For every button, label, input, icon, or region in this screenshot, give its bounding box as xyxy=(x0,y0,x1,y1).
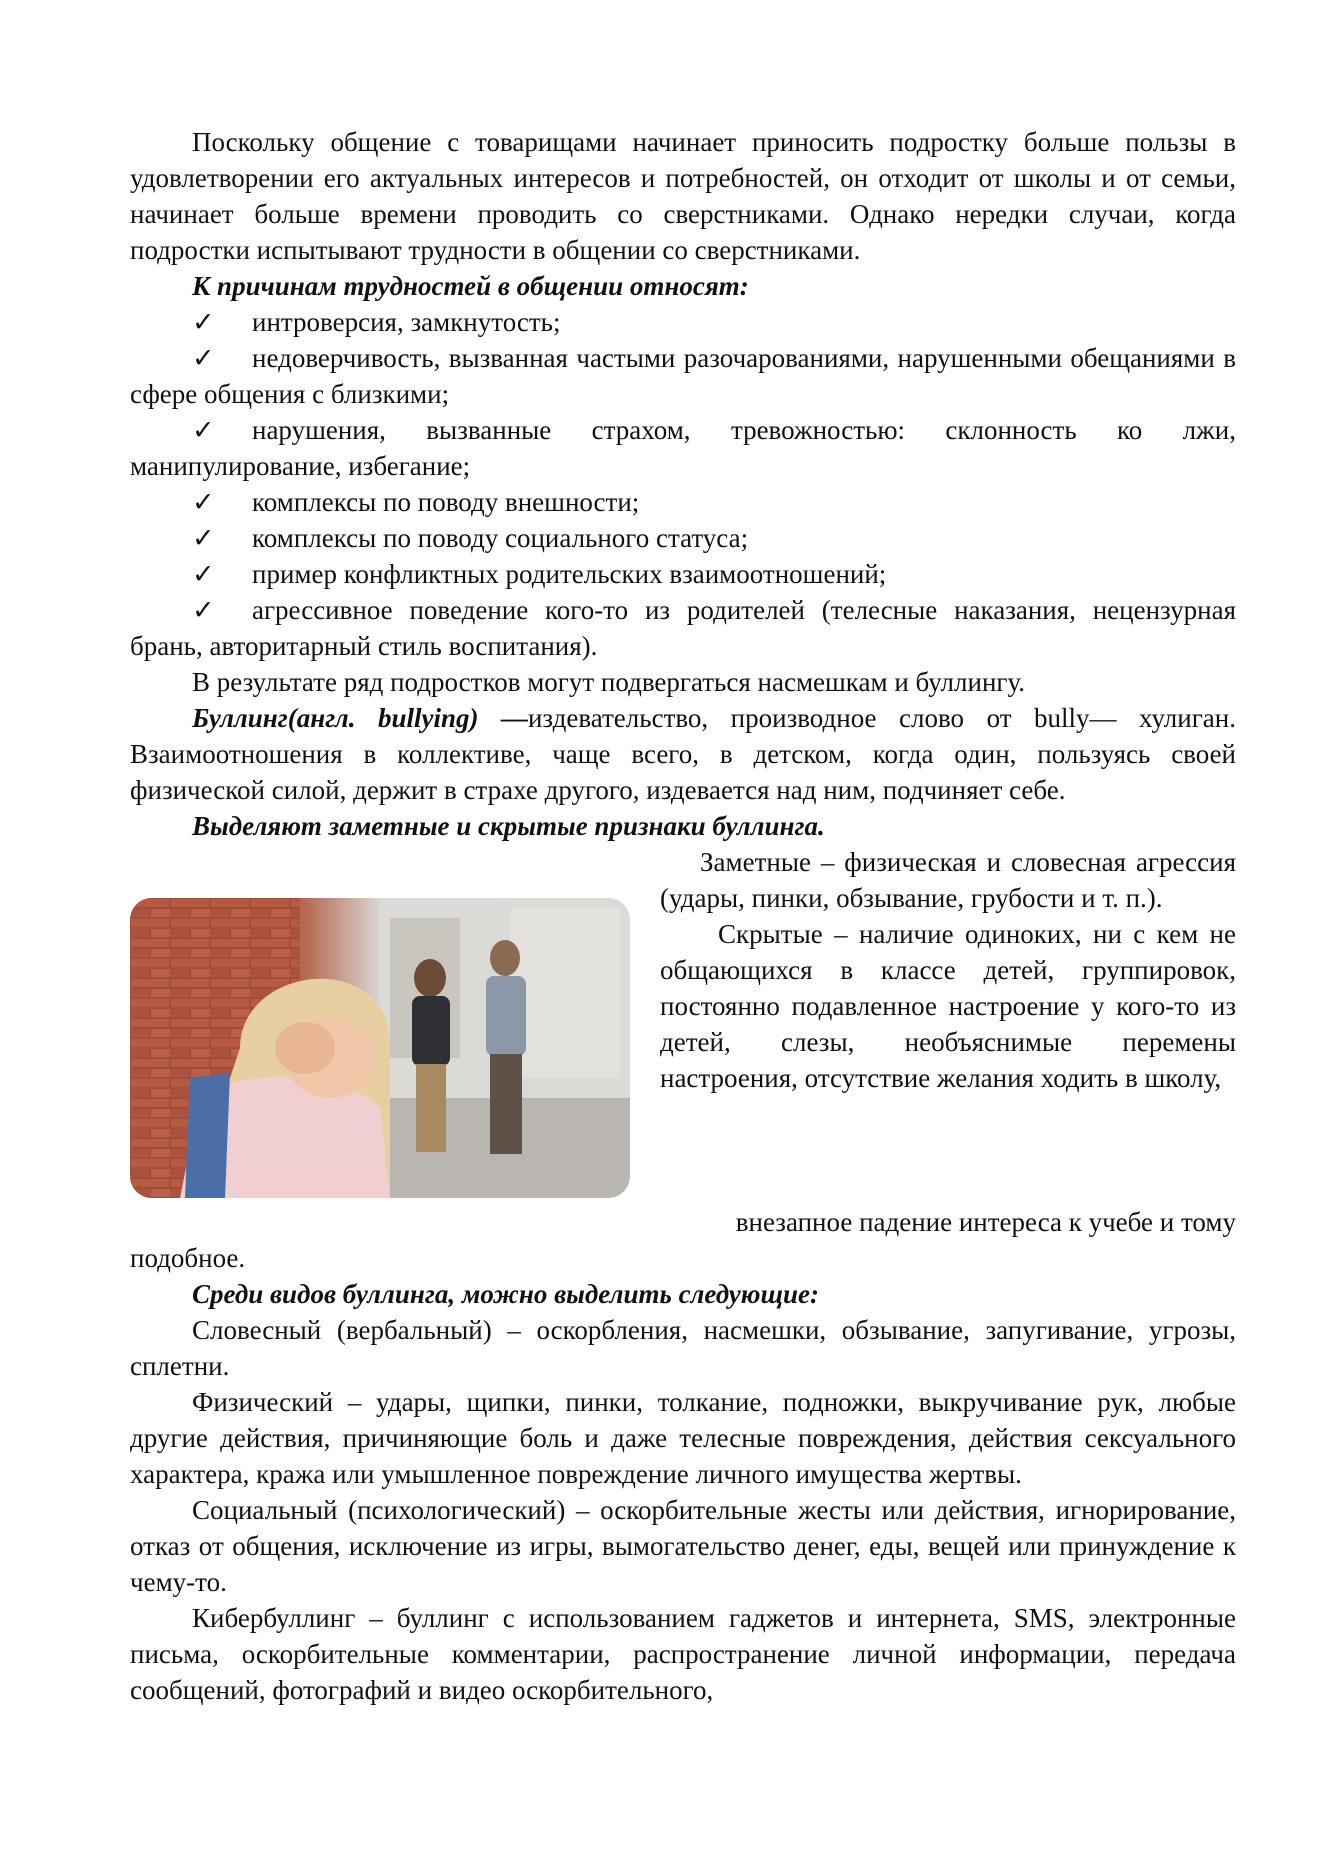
bullying-photo xyxy=(130,898,630,1198)
hidden-signs: Скрытые – наличие одиноких, ни с кем не общающихся в классе детей, группировок, постоянно подавленное настроение у кого-то из детей, слезы, необъяснимые перемены настроения, отсутствие желания ходить в школу, xyxy=(660,919,1236,1093)
list-item: ✓ интроверсия, замкнутость; xyxy=(130,304,1236,340)
checkmark-icon: ✓ xyxy=(192,307,215,337)
checkmark-icon: ✓ xyxy=(192,559,215,589)
definition-term: Буллинг(англ. bullying) — xyxy=(192,703,528,733)
checkmark-icon: ✓ xyxy=(192,415,215,445)
signs-side-text xyxy=(660,844,1236,1096)
visible-signs: Заметные – физическая и словесная агрессия (удары, пинки, обзывание, грубости и т. п.). xyxy=(660,847,1236,913)
checkmark-icon: ✓ xyxy=(192,595,215,625)
causes-heading: К причинам трудностей в общении относят: xyxy=(192,271,749,301)
intro-paragraph: Поскольку общение с товарищами начинает приносить подростку больше пользы в удовлетворении его актуальных интересов и потребностей, он отходит от школы и от семьи, начинает больше времени проводить со сверстниками. Однако нередки случаи, когда подростки испытывают трудности в общении со сверстниками. xyxy=(130,127,1236,265)
checkmark-icon: ✓ xyxy=(192,487,215,517)
list-item: ✓ нарушения, вызванные страхом, тревожностью: склонность ко лжи, манипулирование, избегание; xyxy=(130,412,1236,484)
signs-figure-block xyxy=(130,844,1236,1204)
crying-girl-image xyxy=(130,898,630,1198)
hidden-signs-continued: внезапное падение интереса к учебе и тому xyxy=(735,1207,1236,1237)
checkmark-icon: ✓ xyxy=(192,523,215,553)
list-item: ✓ комплексы по поводу социального статуса; xyxy=(130,520,1236,556)
cyberbullying: Кибербуллинг – буллинг с использованием гаджетов и интернета, SMS, электронные письма, оскорбительные комментарии, распространение личной информации, передача сообщений, фотографий и видео оскорбительного, xyxy=(130,1603,1236,1705)
hidden-signs-end: подобное. xyxy=(130,1243,246,1273)
list-item: ✓ комплексы по поводу внешности; xyxy=(130,484,1236,520)
social-bullying: Социальный (психологический) – оскорбительные жесты или действия, игнорирование, отказ от общения, исключение из игры, вымогательство денег, еды, вещей или принуждение к чему-то. xyxy=(130,1495,1236,1597)
checkmark-icon: ✓ xyxy=(192,343,215,373)
list-item: ✓ недоверчивость, вызванная частыми разочарованиями, нарушенными обещаниями в сфере общения с близкими; xyxy=(130,340,1236,412)
list-item: ✓ агрессивное поведение кого-то из родителей (телесные наказания, нецензурная брань, авторитарный стиль воспитания). xyxy=(130,592,1236,664)
bullying-definition xyxy=(130,700,1236,808)
physical-bullying: Физический – удары, щипки, пинки, толкание, подножки, выкручивание рук, любые другие действия, причиняющие боль и даже телесные повреждения, действия сексуального характера, кража или умышленное повреждение личного имущества жертвы. xyxy=(130,1387,1236,1489)
types-heading: Среди видов буллинга, можно выделить следующие: xyxy=(192,1279,819,1309)
document-page xyxy=(130,124,1236,1708)
signs-heading: Выделяют заметные и скрытые признаки буллинга. xyxy=(192,811,825,841)
causes-list xyxy=(130,304,1236,664)
result-paragraph: В результате ряд подростков могут подвергаться насмешкам и буллингу. xyxy=(192,667,1026,697)
verbal-bullying: Словесный (вербальный) – оскорбления, насмешки, обзывание, запугивание, угрозы, сплетни. xyxy=(130,1315,1236,1381)
definition-text: издевательство, производное слово от bully— хулиган. Взаимоотношения в коллективе, чаще всего, в детском, когда один, пользуясь своей физической силой, держит в страхе другого, издевается над ним, подчиняет себе. xyxy=(130,703,1236,805)
list-item: ✓ пример конфликтных родительских взаимоотношений; xyxy=(130,556,1236,592)
